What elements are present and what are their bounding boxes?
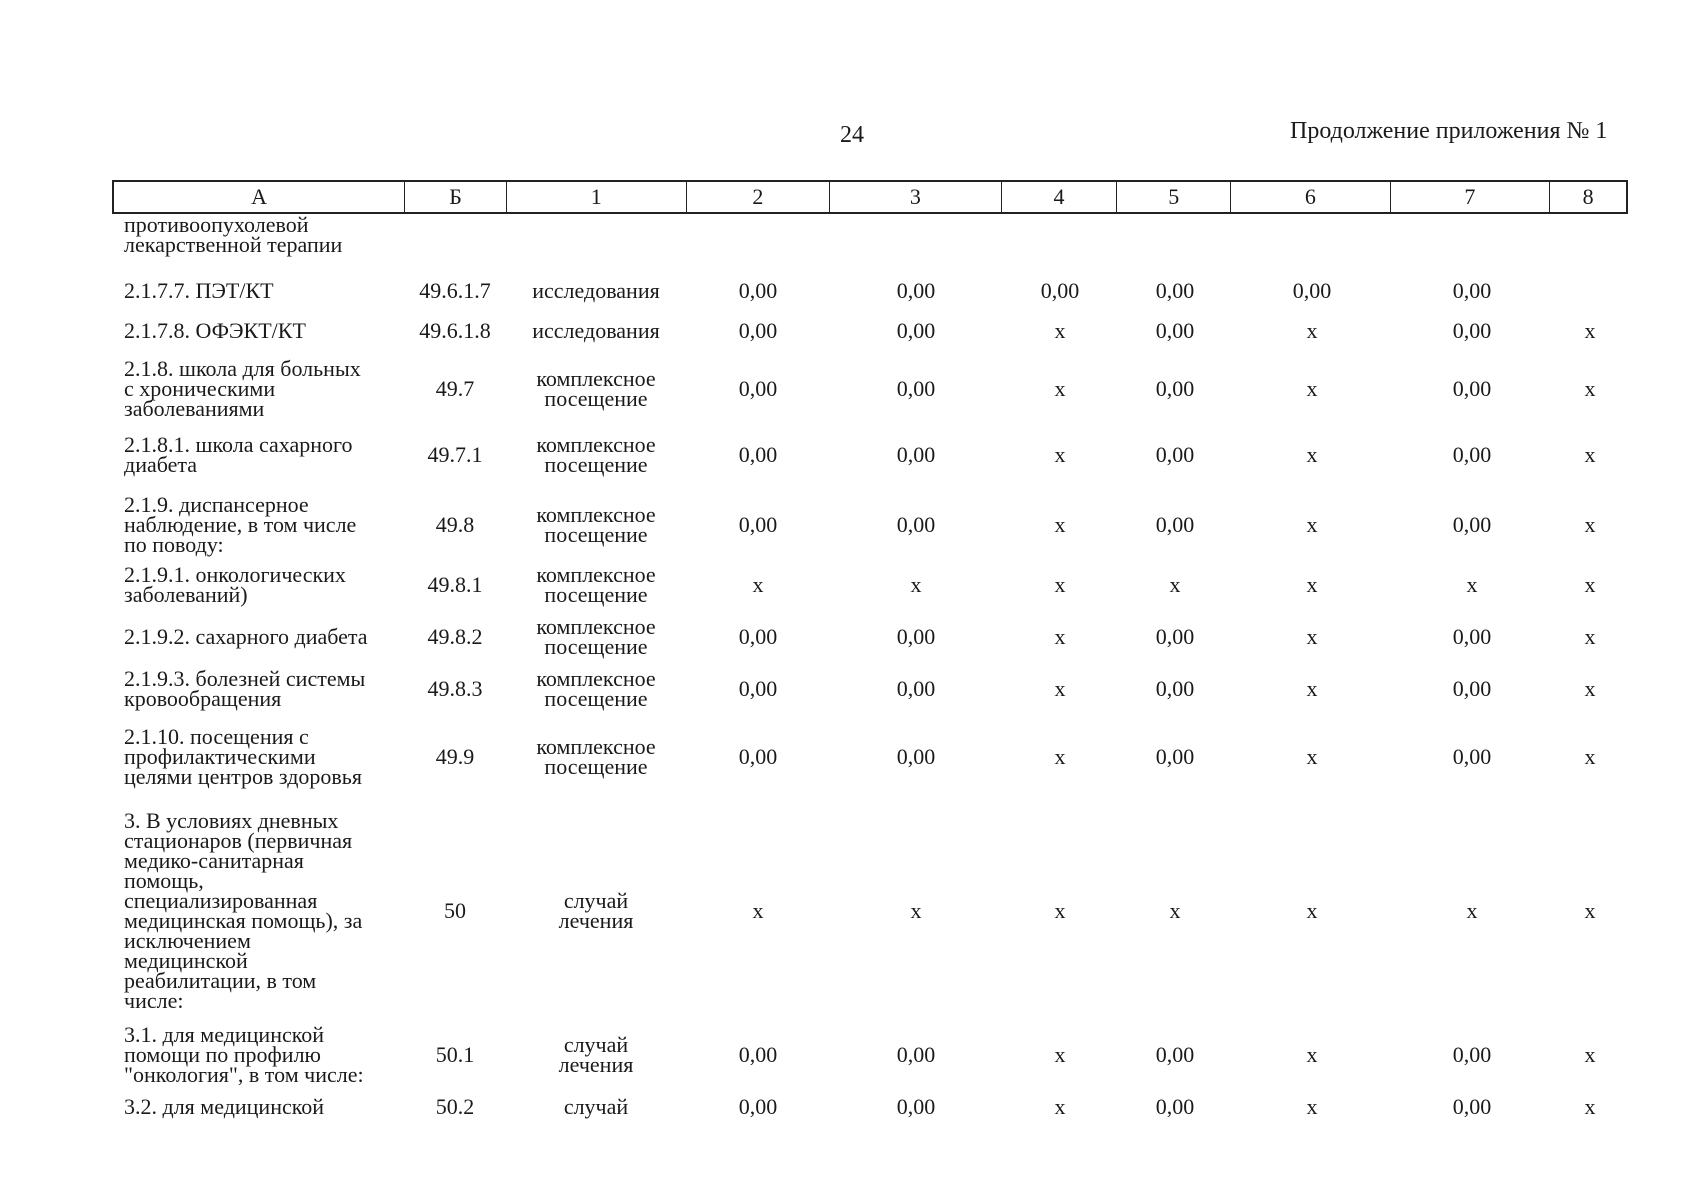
value-cell: 0,00 [738, 318, 778, 343]
value-cell: х [1306, 744, 1318, 769]
value-cell: 0,00 [1452, 1094, 1492, 1119]
row-unit: комплексное посещение [536, 502, 656, 547]
value-cell: 0,00 [738, 1042, 778, 1067]
value-cell: 0,00 [1155, 512, 1195, 537]
header-cell: 2 [687, 182, 831, 212]
value-cell: х [1584, 572, 1596, 597]
value-cell: 0,00 [1155, 278, 1195, 303]
value-cell: х [752, 898, 764, 923]
row-code: 50.1 [435, 1042, 475, 1067]
value-cell: х [1054, 512, 1066, 537]
value-cell: 0,00 [738, 624, 778, 649]
value-cell: 0,00 [1452, 744, 1492, 769]
value-cell: х [1054, 676, 1066, 701]
row-unit: случай лечения [558, 888, 634, 933]
value-cell: х [1306, 318, 1318, 343]
row-label: 2.1.8. школа для больных с хроническими заболеваниями [124, 356, 361, 421]
header-cell: 8 [1582, 184, 1594, 209]
value-cell: 0,00 [896, 744, 936, 769]
value-cell: х [1584, 676, 1596, 701]
value-cell: х [1584, 318, 1596, 343]
value-cell: х [1306, 442, 1318, 467]
row-code: 49.8.2 [427, 624, 483, 649]
header-cell: 5 [1117, 182, 1231, 212]
value-cell: 0,00 [896, 1094, 936, 1119]
row-unit: комплексное посещение [536, 734, 656, 779]
table-row [112, 666, 1628, 712]
value-cell: х [910, 572, 922, 597]
value-cell: х [1054, 318, 1066, 343]
value-cell: х [1584, 898, 1596, 923]
row-label: 2.1.10. посещения с профилактическими целями центров здоровья [124, 724, 362, 789]
value-cell: 0,00 [738, 278, 778, 303]
row-unit: исследования [532, 318, 660, 343]
value-cell: 0,00 [1040, 278, 1080, 303]
header-cell: 1 [507, 182, 687, 212]
value-cell: 0,00 [1155, 442, 1195, 467]
row-label: 3.2. для медицинской [124, 1094, 325, 1119]
value-cell: х [1054, 1094, 1066, 1119]
value-cell: 0,00 [738, 676, 778, 701]
row-label: противоопухолевой лекарственной терапии [124, 212, 343, 257]
value-cell: 0,00 [1452, 512, 1492, 537]
value-cell: 0,00 [1452, 676, 1492, 701]
row-label: 2.1.9. диспансерное наблюдение, в том числе по поводу: [124, 492, 357, 557]
row-code: 50.2 [435, 1094, 475, 1119]
value-cell: х [1306, 898, 1318, 923]
value-cell: х [1054, 376, 1066, 401]
value-cell: х [910, 898, 922, 923]
value-cell: 0,00 [896, 624, 936, 649]
value-cell: 0,00 [1452, 376, 1492, 401]
table-row [112, 432, 1628, 478]
value-cell: 0,00 [738, 744, 778, 769]
table-row [112, 614, 1628, 660]
row-unit: комплексное посещение [536, 666, 656, 711]
value-cell: х [1306, 676, 1318, 701]
value-cell: 0,00 [738, 442, 778, 467]
row-code: 49.7 [435, 376, 475, 401]
row-label: 2.1.9.2. сахарного диабета [124, 624, 368, 649]
table-row [112, 492, 1628, 558]
continuation-label: Продолжение приложения № 1 [1290, 118, 1608, 144]
table-row [112, 1092, 1628, 1122]
value-cell: х [1306, 572, 1318, 597]
value-cell: 0,00 [1155, 1042, 1195, 1067]
value-cell: х [752, 572, 764, 597]
value-cell: х [1054, 572, 1066, 597]
value-cell: х [1584, 624, 1596, 649]
row-label: 2.1.9.1. онкологических заболеваний) [124, 562, 346, 607]
table-row [112, 806, 1628, 1016]
row-code: 49.9 [435, 744, 475, 769]
row-code: 49.6.1.8 [419, 318, 491, 343]
value-cell: 0,00 [1452, 278, 1492, 303]
value-cell: 0,00 [1452, 1042, 1492, 1067]
table-header [112, 180, 1628, 214]
row-code: 49.8.1 [427, 572, 483, 597]
value-cell: х [1306, 376, 1318, 401]
row-unit: исследования [532, 278, 660, 303]
row-code: 49.7.1 [427, 442, 483, 467]
table-row [112, 214, 1628, 256]
table-row [112, 724, 1628, 790]
row-label: 2.1.7.7. ПЭТ/КТ [124, 278, 274, 303]
value-cell: 0,00 [1155, 1094, 1195, 1119]
table-row [112, 276, 1628, 306]
value-cell: 0,00 [1292, 278, 1332, 303]
value-cell: х [1584, 442, 1596, 467]
row-label: 2.1.9.3. болезней системы кровообращения [124, 666, 366, 711]
header-cell: Б [405, 182, 507, 212]
row-label: 3. В условиях дневных стационаров (первичная медико-санитарная помощь, специализированная медицинская помощь), за исключением медицинской реабилитации, в том числе: [124, 808, 363, 1013]
value-cell: х [1169, 572, 1181, 597]
row-unit: комплексное посещение [536, 432, 656, 477]
value-cell: 0,00 [896, 512, 936, 537]
value-cell: х [1584, 744, 1596, 769]
table-row [112, 356, 1628, 422]
value-cell: 0,00 [896, 676, 936, 701]
value-cell: 0,00 [1155, 676, 1195, 701]
row-label: 3.1. для медицинской помощи по профилю "онкология", в том числе: [124, 1022, 364, 1087]
value-cell: 0,00 [1155, 624, 1195, 649]
value-cell: х [1466, 572, 1478, 597]
value-cell: 0,00 [1452, 624, 1492, 649]
value-cell: х [1054, 442, 1066, 467]
header-cell: 4 [1002, 182, 1118, 212]
header-cell: А [114, 182, 405, 212]
value-cell: х [1054, 624, 1066, 649]
value-cell: х [1054, 744, 1066, 769]
table-row [112, 1022, 1628, 1088]
header-cell: 3 [830, 182, 1002, 212]
table-row [112, 316, 1628, 346]
value-cell: х [1169, 898, 1181, 923]
row-unit: комплексное посещение [536, 614, 656, 659]
value-cell: 0,00 [738, 512, 778, 537]
value-cell: х [1584, 1042, 1596, 1067]
page-number: 24 [840, 122, 864, 148]
row-code: 49.8 [435, 512, 475, 537]
value-cell: х [1054, 898, 1066, 923]
value-cell: 0,00 [896, 278, 936, 303]
value-cell: 0,00 [1452, 442, 1492, 467]
row-unit: случай [563, 1094, 629, 1119]
row-code: 50 [444, 898, 466, 923]
value-cell: 0,00 [1155, 744, 1195, 769]
row-code: 49.6.1.7 [419, 278, 491, 303]
table-row [112, 562, 1628, 608]
value-cell: 0,00 [896, 318, 936, 343]
value-cell: 0,00 [1155, 318, 1195, 343]
header-cell: 6 [1231, 182, 1391, 212]
row-label: 2.1.7.8. ОФЭКТ/КТ [124, 318, 306, 343]
value-cell: х [1054, 1042, 1066, 1067]
value-cell: 0,00 [738, 1094, 778, 1119]
value-cell: 0,00 [738, 376, 778, 401]
value-cell: х [1306, 1042, 1318, 1067]
value-cell: 0,00 [896, 442, 936, 467]
value-cell: х [1584, 376, 1596, 401]
value-cell: х [1306, 624, 1318, 649]
value-cell: 0,00 [896, 1042, 936, 1067]
row-unit: комплексное посещение [536, 366, 656, 411]
value-cell: х [1466, 898, 1478, 923]
value-cell: х [1306, 1094, 1318, 1119]
value-cell: 0,00 [1452, 318, 1492, 343]
value-cell: х [1306, 512, 1318, 537]
row-code: 49.8.3 [427, 676, 483, 701]
row-unit: случай лечения [558, 1032, 634, 1077]
value-cell: 0,00 [1155, 376, 1195, 401]
value-cell: 0,00 [896, 376, 936, 401]
row-unit: комплексное посещение [536, 562, 656, 607]
value-cell: х [1584, 512, 1596, 537]
header-cell: 7 [1391, 182, 1551, 212]
row-label: 2.1.8.1. школа сахарного диабета [124, 432, 353, 477]
value-cell: х [1584, 1094, 1596, 1119]
